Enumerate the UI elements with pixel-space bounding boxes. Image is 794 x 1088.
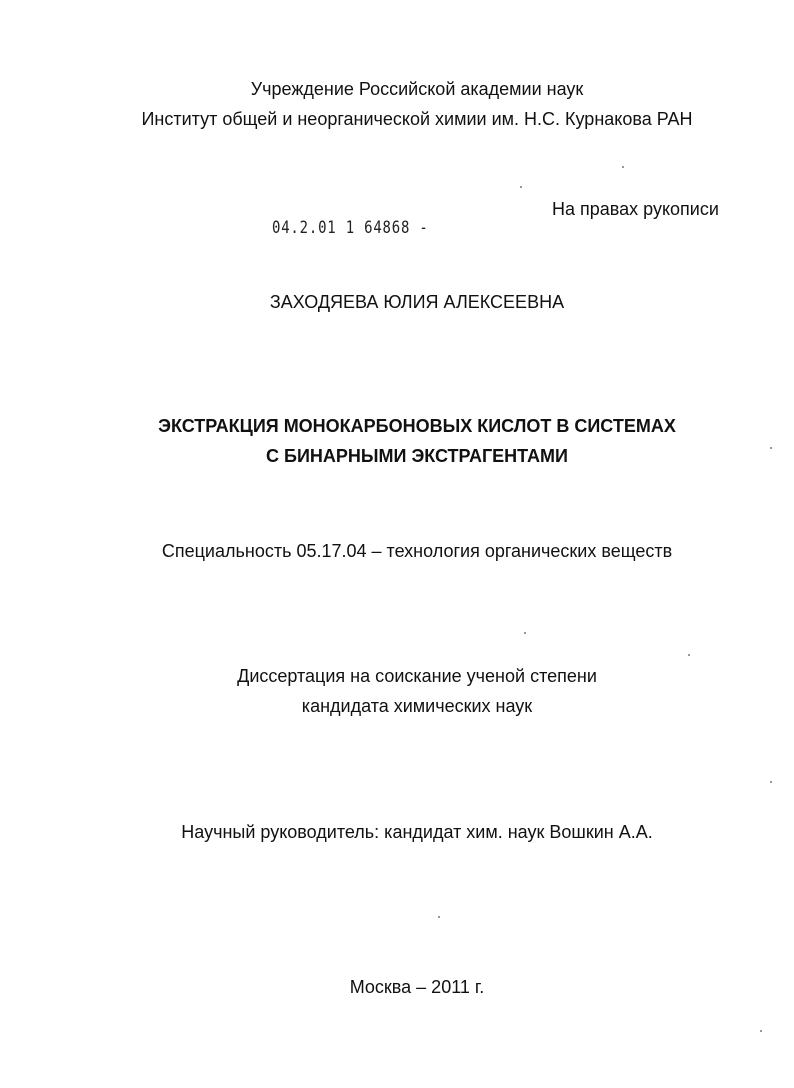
degree-line-1: Диссертация на соискание ученой степени [237,666,597,686]
scan-speck [622,166,624,168]
supervisor-line: Научный руководитель: кандидат хим. наук Вошкин А.А. [181,822,653,842]
thesis-title-line-1: ЭКСТРАКЦИЯ МОНОКАРБОНОВЫХ КИСЛОТ В СИСТЕМАХ [158,416,676,436]
institution-line-2: Институт общей и неорганической химии им. Н.С. Курнакова РАН [141,109,693,129]
scan-speck [438,916,440,918]
scan-speck [770,781,772,783]
manuscript-rights-note: На правах рукописи [552,199,719,219]
author-name: ЗАХОДЯЕВА ЮЛИЯ АЛЕКСЕЕВНА [269,292,565,312]
scan-speck [688,654,690,656]
scan-speck [760,1030,762,1032]
scan-speck [520,186,522,188]
city-year-line: Москва – 2011 г. [349,977,485,997]
scan-speck [770,447,772,449]
institution-line-1: Учреждение Российской академии наук [250,79,584,99]
specialty-line: Специальность 05.17.04 – технология органических веществ [161,541,673,561]
degree-line-2: кандидата химических наук [301,696,533,716]
registration-stamp: 04.2.01 1 64868 - [272,218,429,238]
scan-speck [524,632,526,634]
thesis-title-line-2: С БИНАРНЫМИ ЭКСТРАГЕНТАМИ [266,446,568,466]
